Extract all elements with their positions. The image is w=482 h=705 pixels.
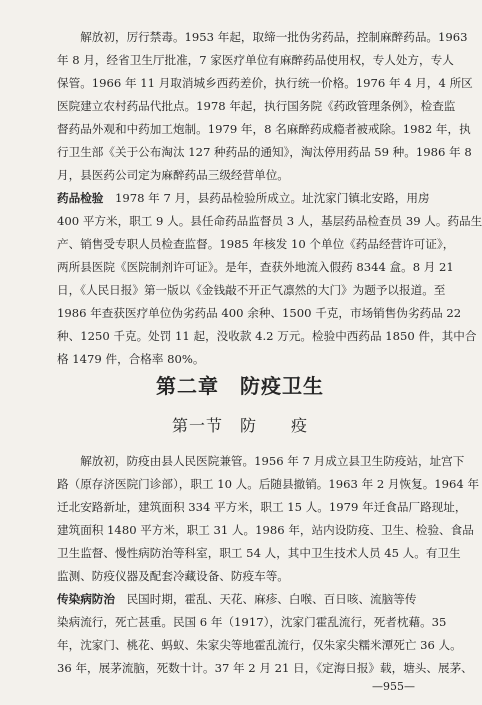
text-line: 迁北安路新址，建筑面积 334 平方米，职工 15 人。1979 年迁食品厂路现址，	[57, 500, 467, 514]
text-line: 染病流行，死亡甚重。民国 6 年（1917），沈家门霍乱流行，死者枕藉。35	[57, 615, 447, 629]
text-line: 解放初，防疫由县人民医院兼管。1956 年 7 月成立县卫生防疫站，址宫下	[57, 454, 465, 468]
inspection-first-line: 1978 年 7 月，县药品检验所成立。址沈家门镇北安路，用房	[103, 191, 430, 205]
page-number: —955—	[372, 680, 415, 693]
chapter-title: 第二章 防疫卫生	[156, 374, 324, 398]
text-line: 保管。1966 年 11 月取消城乡西药差价，执行统一价格。1976 年 4 月，4 所区	[57, 76, 473, 90]
text-line: 年，沈家门、桃花、蚂蚁、朱家尖等地霍乱流行，仅朱家尖糯米潭死亡 36 人。	[57, 638, 462, 652]
text-line: 种、1250 千克。处罚 11 起，没收款 4.2 万元。检验中西药品 1850 件，其中合	[57, 329, 477, 343]
paragraph-first-line	[57, 191, 436, 205]
text-line: 36 年，展茅流脑，死数十计。37 年 2 月 21 日，《定海日报》载，塘头、展茅、	[57, 661, 473, 675]
text-line: 格 1479 件，合格率 80%。	[57, 352, 205, 366]
text-line: 产、销售受专职人员检查监督。1985 年核发 10 个单位《药品经营许可证》，	[57, 237, 455, 251]
text-line: 解放初，厉行禁毒。1953 年起，取缔一批伪劣药品，控制麻醉药品。1963	[57, 30, 468, 44]
text-line: 卫生监督、慢性病防治等科室，职工 54 人，其中卫生技术人员 45 人。有卫生	[57, 546, 461, 560]
text-line: 监测、防疫仪器及配套冷藏设备、防疫车等。	[57, 569, 289, 583]
text-line: 路（原存济医院门诊部），职工 10 人。后随县撤销。1963 年 2 月恢复。1964 年	[57, 477, 480, 491]
infectious-heading: 传染病防治	[57, 592, 115, 606]
text-line: 两所县医院《医院制剂许可证》。是年，查获外地流入假药 8344 盒。8 月 21	[57, 260, 454, 274]
paragraph-first-line	[57, 592, 436, 606]
text-line: 年 8 月，经省卫生厅批准，7 家医疗单位有麻醉药品使用权，专人处方，专人	[57, 53, 454, 67]
text-line: 医院建立农村药品代批点。1978 年起，执行国务院《药政管理条例》，检查监	[57, 99, 456, 113]
text-line: 建筑面积 1480 平方米，职工 31 人。1986 年，站内设防疫、卫生、检验、食品	[57, 523, 474, 537]
section-title: 第一节 防 疫	[171, 416, 308, 435]
text-line: 月，县医药公司定为麻醉药品三级经营单位。	[57, 168, 289, 182]
text-line: 400 平方米，职工 9 人。县任命药品监督员 3 人，基层药品检查员 39 人。药品生	[57, 214, 482, 228]
infectious-first-line: 民国时期，霍乱、天花、麻疹、白喉、百日咳、流脑等传	[114, 592, 417, 606]
text-line: 行卫生部《关于公布淘汰 127 种药品的通知》，淘汰停用药品 59 种。1986 年 8	[57, 145, 472, 159]
text-line: 督药品外观和中药加工炮制。1979 年，8 名麻醉药成瘾者被戒除。1982 年，执	[57, 122, 471, 136]
text-line: 1986 年查获医疗单位伪劣药品 400 余种、1500 千克，市场销售伪劣药品 22	[57, 306, 462, 320]
inspection-heading: 药品检验	[57, 191, 104, 205]
text-line: 日，《人民日报》第一版以《金钱敲不开正气凛然的大门》为题予以报道。至	[57, 283, 446, 297]
